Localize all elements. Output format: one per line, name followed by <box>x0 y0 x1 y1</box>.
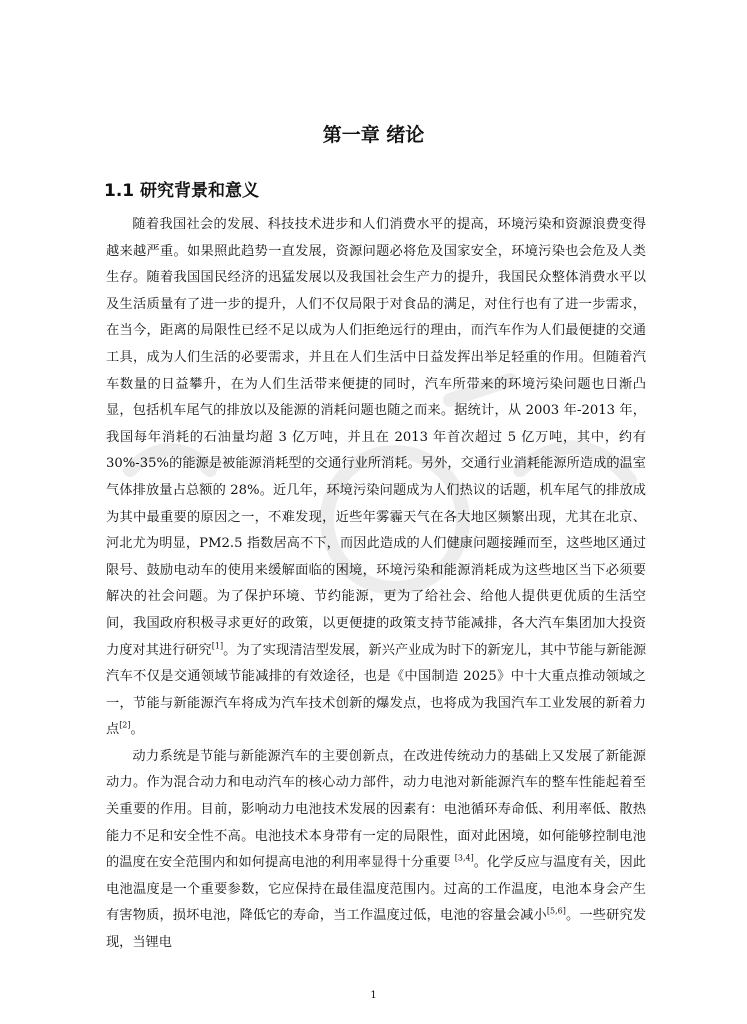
text-run: 。为了实现清洁型发展，新兴产业成为时下的新宠儿，其中节能与新能源汽车不仅是交通领域节能减排的有效途径，也是《中国制造 2025》中十大重点推动领域之一，节能与新能源汽车将成为汽车技术创新的爆发点，也将成为我国汽车工业发展的新着力点 <box>106 642 647 738</box>
paragraph <box>106 212 646 744</box>
text-run: 。化学反应与温度有关，因此电池温度是一个重要参数，它应保持在最佳温度范围内。过高的工作温度，电池本身会产生有害物质，损坏电池，降低它的寿命，当工作温度过低，电池的容量会减小 <box>106 855 646 924</box>
citation: [3,4] <box>454 853 474 863</box>
citation: [1] <box>211 641 224 651</box>
chapter-title: 第一章 绪论 <box>322 124 425 146</box>
text-run: 。一些研究发现，当锂电 <box>106 908 647 951</box>
paragraph <box>106 744 646 957</box>
text-run: 。 <box>130 722 144 738</box>
text-run: 动力系统是节能与新能源汽车的主要创新点，在改进传统动力的基础上又发展了新能源动力。作为混合动力和电动汽车的核心动力部件，动力电池对新能源汽车的整车性能起着至关重要的作用。目前，影响动力电池技术发展的因素有：电池循环寿命低、利用率低、散热能力不足和安全性不高。电池技术本身带有一定的局限性，面对此困境，如何能够控制电池的温度在安全范围内和如何提高电池的利用率显得十分重要 <box>106 748 646 871</box>
text-run: 随着我国社会的发展、科技技术进步和人们消费水平的提高，环境污染和资源浪费变得越来越严重。如果照此趋势一直发展，资源问题必将危及国家安全，环境污染也会危及人类生存。随着我国国民经济的迅猛发展以及我国社会生产力的提升，我国民众整体消费水平以及生活质量有了进一步的提升，人们不仅局限于对食品的满足，对住行也有了进一步需求，在当今，距离的局限性已经不足以成为人们拒绝远行的理由，而汽车作为人们最便捷的交通工具，成为人们生活的必要需求，并且在人们生活中日益发挥出举足轻重的作用。但随着汽车数量的日益攀升，在为人们生活带来便捷的同时，汽车所带来的环境污染问题也日渐凸显，包括机车尾气的排放以及能源的消耗问题也随之而来。据统计，从 2003 年-2013 年，我国每年消耗的石油量均超 3 亿万吨，并且在 2013 年首次超过 5 亿万吨，其中，约有 30%-35%的能源是被能源消耗型的交通行业所消耗。另外，交通行业消耗能源所造成的温室气体排放量占总额的 28%。近几年，环境污染问题成为人们热议的话题，机车尾气的排放成为其中最重要的原因之一，不难发现，近些年雾霾天气在各大地区频繁出现，尤其在北京、河北尤为明显，PM2.5 指数居高不下，而因此造成的人们健康问题接踵而至，这些地区通过限号、鼓励电动车的使用来缓解面临的困境，环境污染和能源消耗成为这些地区当下必须要解决的社会问题。为了保护环境、节约能源，更为了给社会、给他人提供更优质的生活空间，我国政府积极寻求更好的政策，以更便捷的政策支持节能减排，各大汽车集团加大投资力度对其进行研究 <box>106 217 646 658</box>
body-text <box>106 212 646 957</box>
citation: [2] <box>119 720 131 730</box>
page-number: 1 <box>370 990 377 1001</box>
citation: [5,6] <box>546 907 566 917</box>
section-title: 1.1 研究背景和意义 <box>104 181 260 201</box>
